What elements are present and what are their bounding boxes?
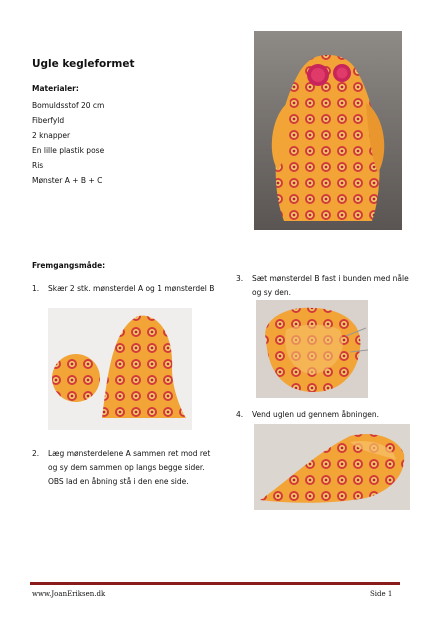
step-3 — [236, 272, 416, 302]
step-4 — [236, 408, 416, 424]
footer-page-number: Side 1 — [370, 590, 393, 598]
step-text: Læg mønsterdelene A sammen ret mod ret og sy dem sammen op langs begge sider. OBS lad en åbning stå i den ene side. — [48, 449, 211, 486]
materials-list — [32, 98, 104, 188]
turning-owl-photo — [254, 424, 410, 510]
step-number: 1. — [32, 284, 40, 293]
step-number: 4. — [236, 410, 244, 419]
step-text: Vend uglen ud gennem åbningen. — [252, 410, 379, 419]
pattern-pieces-photo — [48, 308, 192, 430]
step-text: Sæt mønsterdel B fast i bunden med nåle og sy den. — [252, 274, 409, 297]
list-item: Ris — [32, 161, 44, 170]
steps-heading: Fremgangsmåde: — [32, 261, 106, 270]
owl-photo — [254, 31, 402, 230]
list-item: Mønster A + B + C — [32, 176, 103, 185]
list-item: En lille plastik pose — [32, 146, 105, 155]
materials-heading: Materialer: — [32, 84, 79, 93]
sewing-base-photo — [256, 300, 368, 398]
footer-divider — [30, 582, 400, 585]
step-number: 2. — [32, 449, 40, 458]
step-2 — [32, 447, 222, 507]
list-item: 2 knapper — [32, 131, 71, 140]
list-item: Bomuldsstof 20 cm — [32, 101, 105, 110]
step-number: 3. — [236, 274, 244, 283]
step-text: Skær 2 stk. mønsterdel A og 1 mønsterdel B — [48, 284, 215, 293]
footer-website: www.JoanEriksen.dk — [32, 590, 106, 598]
list-item: Fiberfyld — [32, 116, 65, 125]
page-title: Ugle kegleformet — [32, 58, 135, 70]
